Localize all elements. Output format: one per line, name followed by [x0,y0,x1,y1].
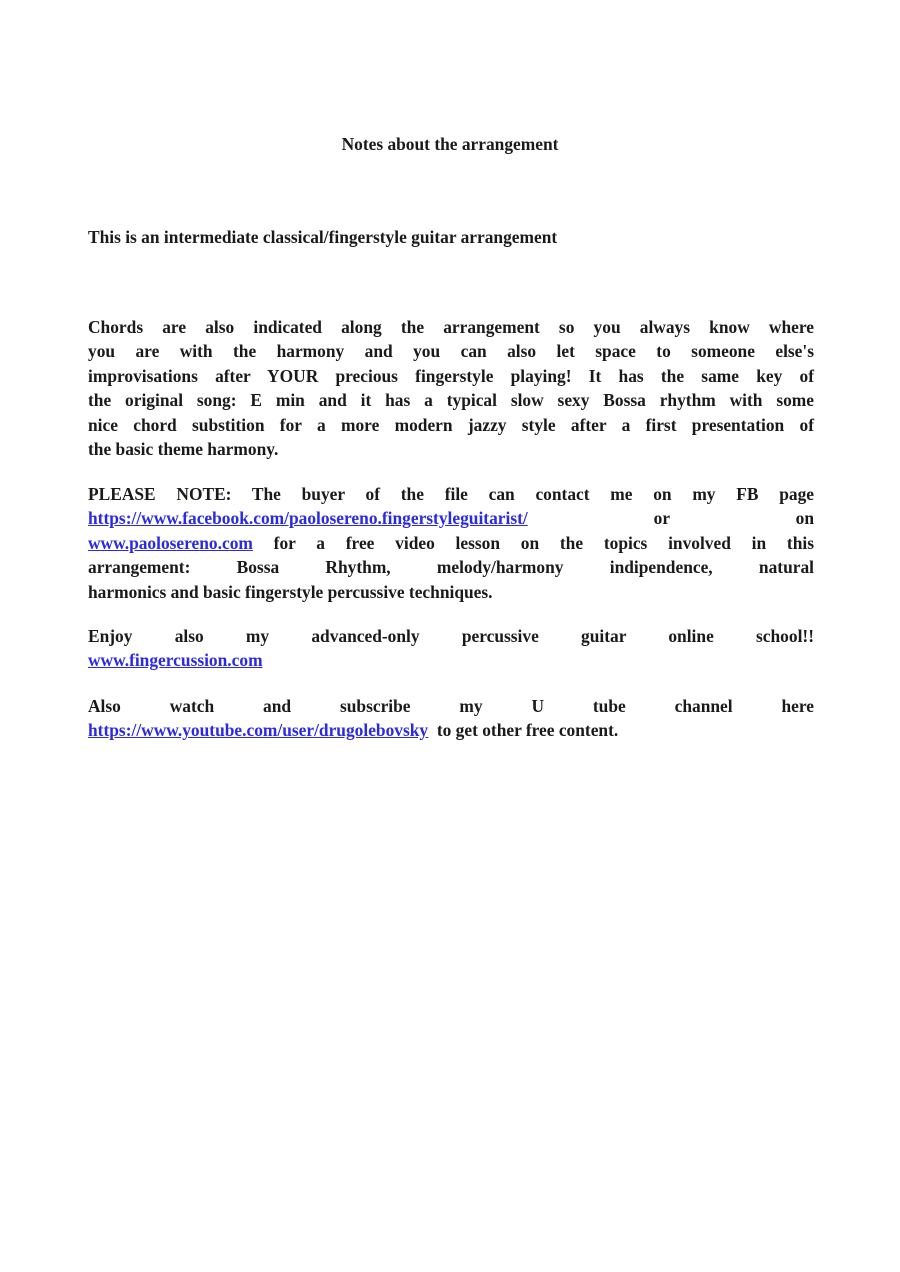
chords-line-2: you are with the harmony and you can also let space to someone else's [88,341,814,362]
chords-line-4: the original song: E min and it has a typical slow sexy Bossa rhythm with some [88,390,814,411]
youtube-line-2 [88,718,814,742]
page-title: Notes about the arrangement [341,134,559,154]
enjoy-line-2 [88,648,814,672]
note-line-3-text: for a free video lesson on the topics involved in this [273,532,814,553]
chords-line-1: Chords are also indicated along the arrangement so you always know where [88,317,814,337]
on-text: on [795,508,814,529]
youtube-link[interactable]: https://www.youtube.com/user/drugolebovsky [88,720,429,741]
note-line-4: arrangement: Bossa Rhythm, melody/harmony indipendence, natural [88,557,814,578]
youtube-line-1: Also watch and subscribe my U tube channel here [88,696,814,716]
intro-paragraph: This is an intermediate classical/fingerstyle guitar arrangement [88,227,558,247]
or-text: or [653,508,670,529]
school-link[interactable]: www.fingercussion.com [88,650,263,671]
facebook-link[interactable]: https://www.facebook.com/paolosereno.fingerstyleguitarist/ [88,508,528,529]
enjoy-line-1: Enjoy also my advanced-only percussive guitar online school!! [88,626,814,646]
website-link[interactable]: www.paolosereno.com [88,532,253,553]
chords-line-5: nice chord substition for a more modern jazzy style after a first presentation of [88,414,814,435]
chords-paragraph [88,315,814,461]
chords-line-6: the basic theme harmony. [88,439,279,460]
note-paragraph [88,482,814,604]
note-line-1: PLEASE NOTE: The buyer of the file can contact me on my FB page [88,484,814,504]
note-line-2 [88,506,814,530]
enjoy-paragraph [88,624,814,673]
note-line-3 [88,531,814,555]
youtube-paragraph [88,694,814,743]
note-line-5: harmonics and basic fingerstyle percussive techniques. [88,581,493,602]
chords-line-3: improvisations after YOUR precious fingerstyle playing! It has the same key of [88,365,814,386]
youtube-line-2-text: to get other free content. [436,720,619,741]
